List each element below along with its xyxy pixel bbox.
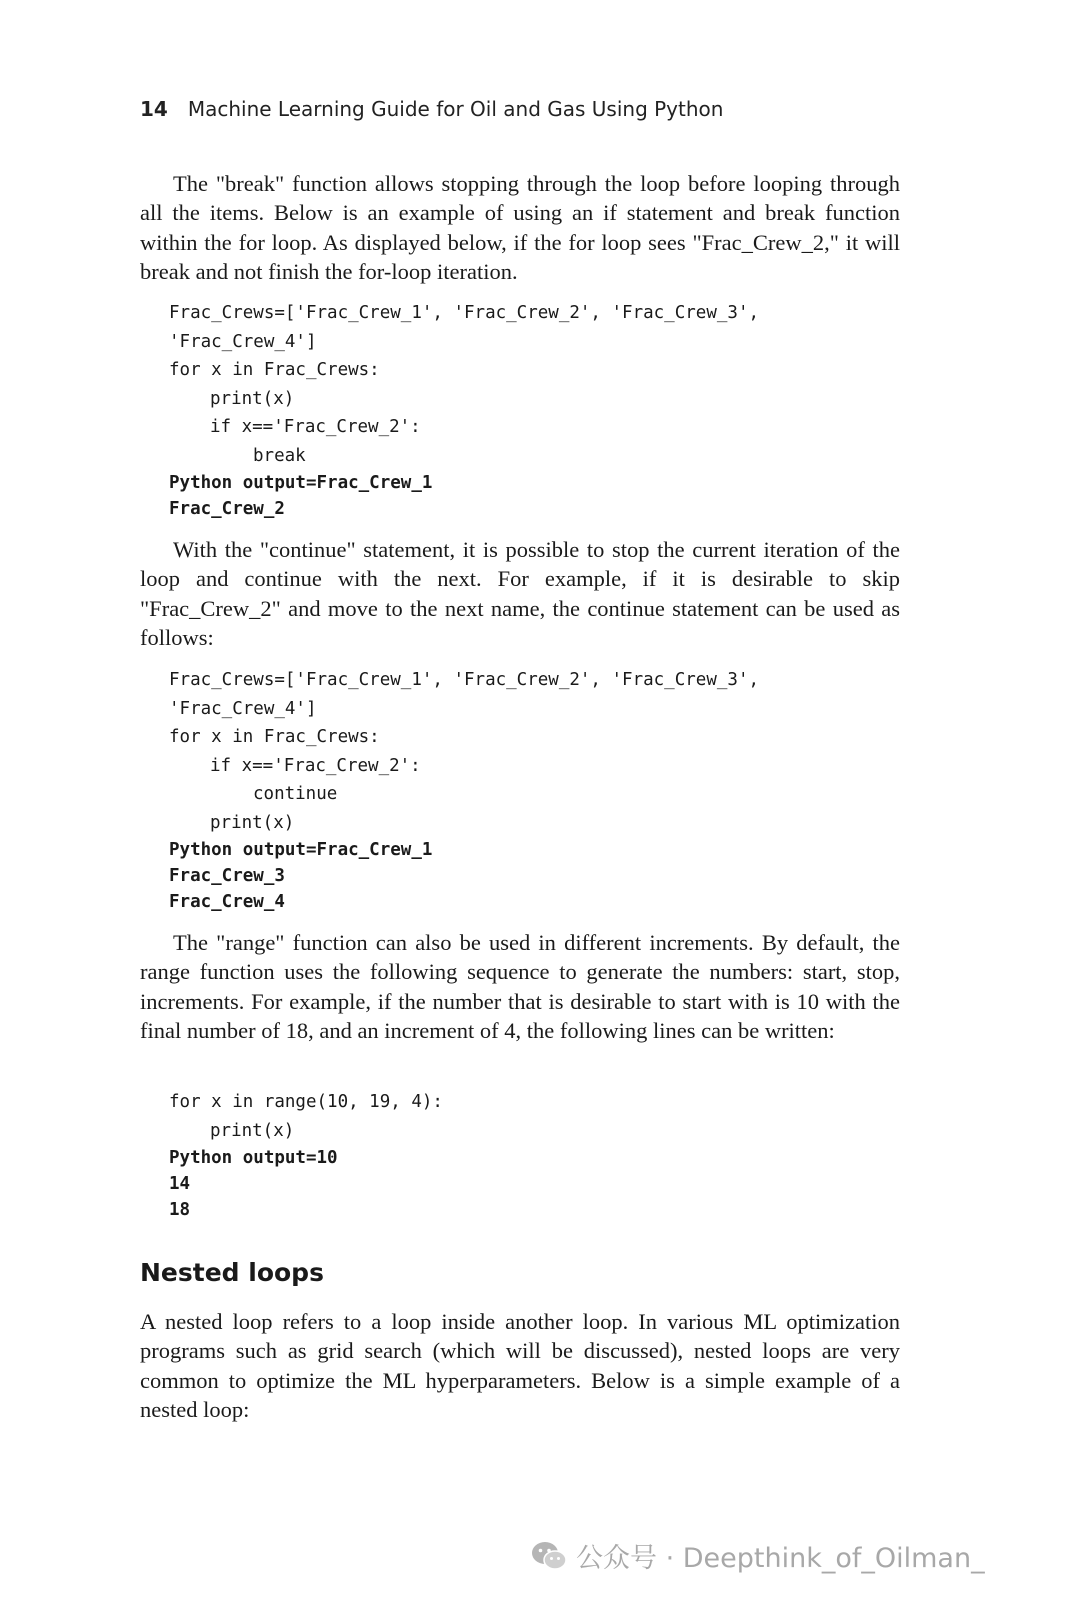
- code-line: Frac_Crews=['Frac_Crew_1', 'Frac_Crew_2', 'Frac_Crew_3',: [169, 303, 760, 323]
- code-output: Frac_Crew_3: [169, 866, 285, 886]
- code-line: print(x): [210, 388, 295, 409]
- book-title: Machine Learning Guide for Oil and Gas Using Python: [187, 97, 724, 121]
- page-number: 14: [140, 97, 168, 121]
- code-line: Frac_Crews=['Frac_Crew_1', 'Frac_Crew_2', 'Frac_Crew_3',: [169, 670, 760, 690]
- code-block-range: [169, 1088, 443, 1223]
- code-line: continue: [253, 784, 338, 804]
- code-line: for x in Frac_Crews:: [169, 360, 380, 380]
- code-line: print(x): [210, 1120, 295, 1141]
- code-output: 14: [169, 1174, 191, 1194]
- watermark: [530, 1536, 985, 1575]
- running-header: [140, 97, 723, 121]
- code-output: Frac_Crew_2: [169, 499, 285, 519]
- paragraph-continue: With the "continue" statement, it is possible to stop the current iteration of the loop and continue with the next. For example, if it is desirable to skip "Frac_Crew_2" and move to the next name, the continue statement can be used as follows:: [140, 537, 900, 650]
- code-output: Frac_Crew_4: [169, 892, 285, 912]
- watermark-text: 公众号 · Deepthink_of_Oilman_: [576, 1543, 985, 1574]
- code-line: for x in Frac_Crews:: [169, 727, 380, 747]
- code-line: print(x): [210, 812, 295, 833]
- code-output: Python output=10: [169, 1148, 338, 1168]
- code-output: 18: [169, 1200, 191, 1220]
- code-block-break: [169, 299, 759, 522]
- code-line: for x in range(10, 19, 4):: [169, 1092, 443, 1112]
- code-line: 'Frac_Crew_4']: [169, 698, 317, 719]
- paragraph-break: The "break" function allows stopping through the loop before looping through all the items. Below is an example of using an if statement and break function within the for loop. As displayed below, if the for loop sees "Frac_Crew_2," it will break and not finish the for-loop iteration.: [140, 171, 900, 284]
- code-output: Python output=Frac_Crew_1: [169, 473, 433, 493]
- code-block-continue: [169, 666, 759, 915]
- wechat-icon: [530, 1540, 568, 1572]
- code-line: if x=='Frac_Crew_2':: [210, 755, 421, 776]
- section-heading: Nested loops: [140, 1258, 324, 1287]
- code-line: if x=='Frac_Crew_2':: [210, 417, 421, 437]
- code-output: Python output=Frac_Crew_1: [169, 840, 433, 860]
- paragraph-range: The "range" function can also be used in different increments. By default, the range function uses the following sequence to generate the numbers: start, stop, increments. For example, if the number that is desirable to start with is 10 with the final number of 18, and an increment of 4, the following lines can be written:: [140, 930, 900, 1043]
- paragraph-nested-loop: A nested loop refers to a loop inside another loop. In various ML optimization programs such as grid search (which will be discussed), nested loops are very common to optimize the ML hyperparameters. Below is a simple example of a nested loop:: [140, 1309, 900, 1422]
- code-line: break: [253, 445, 306, 466]
- code-line: 'Frac_Crew_4']: [169, 331, 317, 352]
